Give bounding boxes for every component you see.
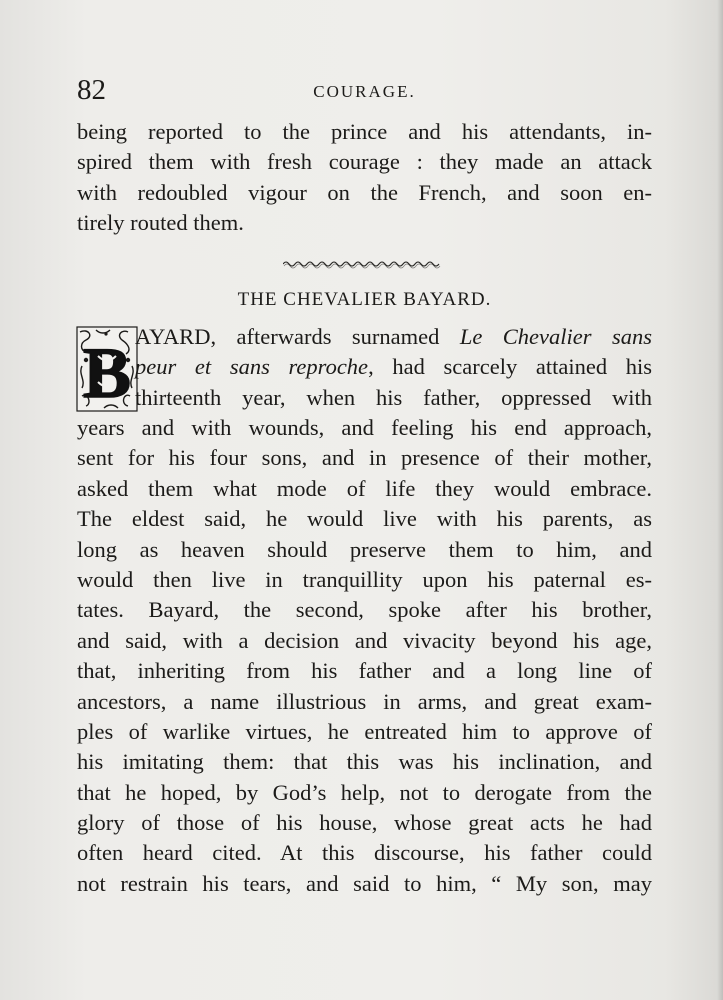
italic-run: peur et sans reproche: [135, 354, 369, 380]
text-line: his imitating them: that this was his inclination, and: [77, 749, 652, 775]
text-line: ples of warlike virtues, he entreated him to approve of: [77, 718, 652, 744]
text-line: often heard cited. At this discourse, his father could: [77, 840, 652, 866]
wavy-rule-ornament: [283, 258, 441, 270]
text-line: ancestors, a name illustrious in arms, and great exam-: [77, 688, 652, 714]
text-run: thirteenth year, when his father, oppressed with: [135, 384, 652, 410]
running-head: [77, 72, 652, 112]
page-number: 82: [77, 74, 106, 106]
italic-run: Le Chevalier sans: [459, 324, 652, 349]
text-line: that he hoped, by God’s help, not to derogate from the: [77, 779, 652, 805]
section-body: [77, 413, 652, 899]
section-heading: THE CHEVALIER BAYARD.: [237, 289, 492, 310]
text-line: [77, 383, 652, 413]
text-line: sent for his four sons, and in presence of their mother,: [77, 445, 652, 471]
text-line: glory of those of his house, whose great acts he had: [77, 810, 652, 836]
text-line: tirely routed them.: [77, 210, 244, 236]
text-line: The eldest said, he would live with his parents, as: [77, 506, 652, 532]
text-line: [77, 322, 652, 352]
text-line: with redoubled vigour on the French, and soon en-: [77, 179, 652, 205]
running-title: COURAGE.: [313, 82, 416, 101]
text-line: would then live in tranquillity upon his paternal es-: [77, 566, 652, 592]
text-line: that, inheriting from his father and a long line of: [77, 658, 652, 684]
text-line: [77, 352, 652, 382]
text-line: and said, with a decision and vivacity beyond his age,: [77, 627, 652, 653]
text-line: spired them with fresh courage : they made an attack: [77, 149, 652, 175]
opening-paragraph: [77, 117, 652, 239]
text-line: asked them what mode of life they would embrace.: [77, 475, 652, 501]
text-line: years and with wounds, and feeling his end approach,: [77, 415, 652, 440]
drop-cap-letter: B: [82, 333, 132, 412]
text-run: , had scarcely attained his: [368, 354, 653, 380]
text-run: AYARD, afterwards surnamed: [135, 324, 460, 349]
text-line: tates. Bayard, the second, spoke after his brother,: [77, 597, 652, 623]
text-line: not restrain his tears, and said to him, “ My son, may: [77, 870, 652, 896]
text-line: being reported to the prince and his attendants, in-: [77, 119, 652, 144]
text-line: long as heaven should preserve them to him, and: [77, 536, 652, 562]
section-opening-lines: [77, 322, 652, 413]
